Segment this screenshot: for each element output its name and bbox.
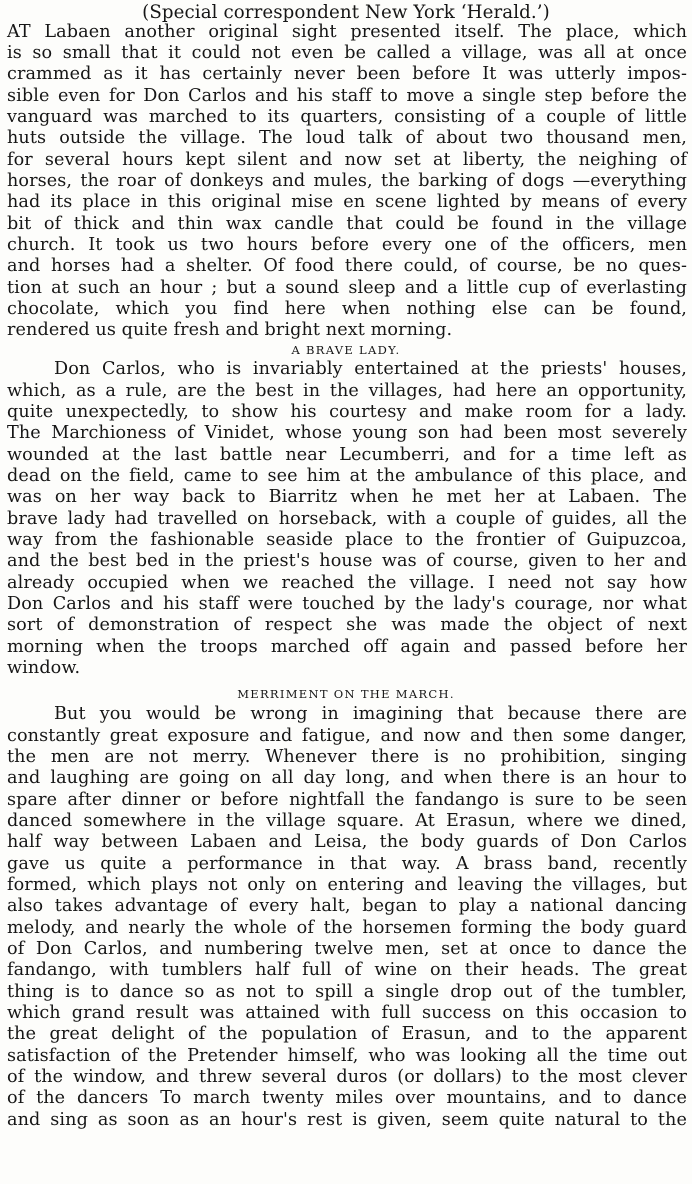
body-line: already occupied when we reached the village. I need not say how <box>7 573 687 593</box>
body-line: danced somewhere in the village square. At Erasun, where we dined, <box>7 811 687 831</box>
body-line: crammed as it has certainly never been before It was utterly impos- <box>7 64 687 84</box>
section-heading: MERRIMENT ON THE MARCH. <box>237 687 455 701</box>
body-line: way from the fashionable seaside place to the frontier of Guipuzcoa, <box>7 530 687 550</box>
body-line: of the dancers To march twenty miles over mountains, and to dance <box>7 1088 687 1108</box>
body-line: Don Carlos, who is invariably entertained at the priests' houses, <box>54 359 687 379</box>
body-line: spare after dinner or before nightfall the fandango is sure to be seen <box>7 790 687 810</box>
body-line: huts outside the village. The loud talk of about two thousand men, <box>7 128 687 148</box>
body-line: The Marchioness of Vinidet, whose young son had been most severely <box>7 423 687 443</box>
body-line: vanguard was marched to its quarters, consisting of a couple of little <box>7 107 687 127</box>
body-line: satisfaction of the Pretender himself, who was looking all the time out <box>7 1046 687 1066</box>
body-line: Don Carlos and his staff were touched by the lady's courage, nor what <box>7 594 687 614</box>
body-line: church. It took us two hours before every one of the officers, men <box>7 235 687 255</box>
body-line: formed, which plays not only on entering and leaving the villages, but <box>7 875 687 895</box>
body-line: the men are not merry. Whenever there is no prohibition, singing <box>7 747 687 767</box>
body-line: half way between Labaen and Leisa, the body guards of Don Carlos <box>7 832 687 852</box>
body-line: was on her way back to Biarritz when he met her at Labaen. The <box>7 487 687 507</box>
body-line: had its place in this original mise en scene lighted by means of every <box>7 192 687 212</box>
body-line: fandango, with tumblers half full of wine on their heads. The great <box>7 960 687 980</box>
body-line: and laughing are going on all day long, and when there is an hour to <box>7 768 687 788</box>
body-line: for several hours kept silent and now set at liberty, the neighing of <box>7 150 687 170</box>
body-line: which, as a rule, are the best in the villages, had here an opportunity, <box>7 381 687 401</box>
body-line: is so small that it could not even be called a village, was all at once <box>7 43 687 63</box>
body-line: also takes advantage of every halt, began to play a national dancing <box>7 896 687 916</box>
body-line: quite unexpectedly, to show his courtesy and make room for a lady. <box>7 402 687 422</box>
body-line: of Don Carlos, and numbering twelve men, set at once to dance the <box>7 939 687 959</box>
body-line: bit of thick and thin wax candle that could be found in the village <box>7 214 687 234</box>
body-line: sible even for Don Carlos and his staff to move a single step before the <box>7 86 687 106</box>
body-line: tion at such an hour ; but a sound sleep and a little cup of everlasting <box>7 278 687 298</box>
body-line: window. <box>7 658 81 678</box>
body-line: the great delight of the population of Erasun, and to the apparent <box>7 1024 687 1044</box>
body-line: dead on the field, came to see him at the ambulance of this place, and <box>7 466 687 486</box>
body-line: which grand result was attained with full success on this occasion to <box>7 1003 687 1023</box>
body-line: But you would be wrong in imagining that because there are <box>54 704 687 724</box>
body-line: horses, the roar of donkeys and mules, the barking of dogs —everything <box>7 171 687 191</box>
section-heading: A BRAVE LADY. <box>291 343 401 357</box>
body-line: of the window, and threw several duros (or dollars) to the most clever <box>7 1067 687 1087</box>
body-line: chocolate, which you find here when nothing else can be found, <box>7 299 687 319</box>
correspondent-header: (Special correspondent New York ‘Herald.’) <box>142 2 550 23</box>
body-line: and sing as soon as an hour's rest is given, seem quite natural to the <box>7 1110 687 1130</box>
body-line: sort of demonstration of respect she was made the object of next <box>7 615 687 635</box>
body-line: melody, and nearly the whole of the horsemen forming the body guard <box>7 918 687 938</box>
body-line: thing is to dance so as not to spill a single drop out of the tumbler, <box>7 982 687 1002</box>
body-line: brave lady had travelled on horseback, with a couple of guides, all the <box>7 509 687 529</box>
body-line: gave us quite a performance in that way. A brass band, recently <box>7 854 687 874</box>
body-line: rendered us quite fresh and bright next morning. <box>7 320 453 340</box>
body-line: constantly great exposure and fatigue, and now and then some danger, <box>7 726 687 746</box>
body-line: morning when the troops marched off again and passed before her <box>7 637 687 657</box>
body-line: wounded at the last battle near Lecumberri, and for a time left as <box>7 445 687 465</box>
body-line: and horses had a shelter. Of food there could, of course, be no ques- <box>7 256 687 276</box>
body-line: AT Labaen another original sight presented itself. The place, which <box>7 22 687 42</box>
body-line: and the best bed in the priest's house was of course, given to her and <box>7 551 687 571</box>
